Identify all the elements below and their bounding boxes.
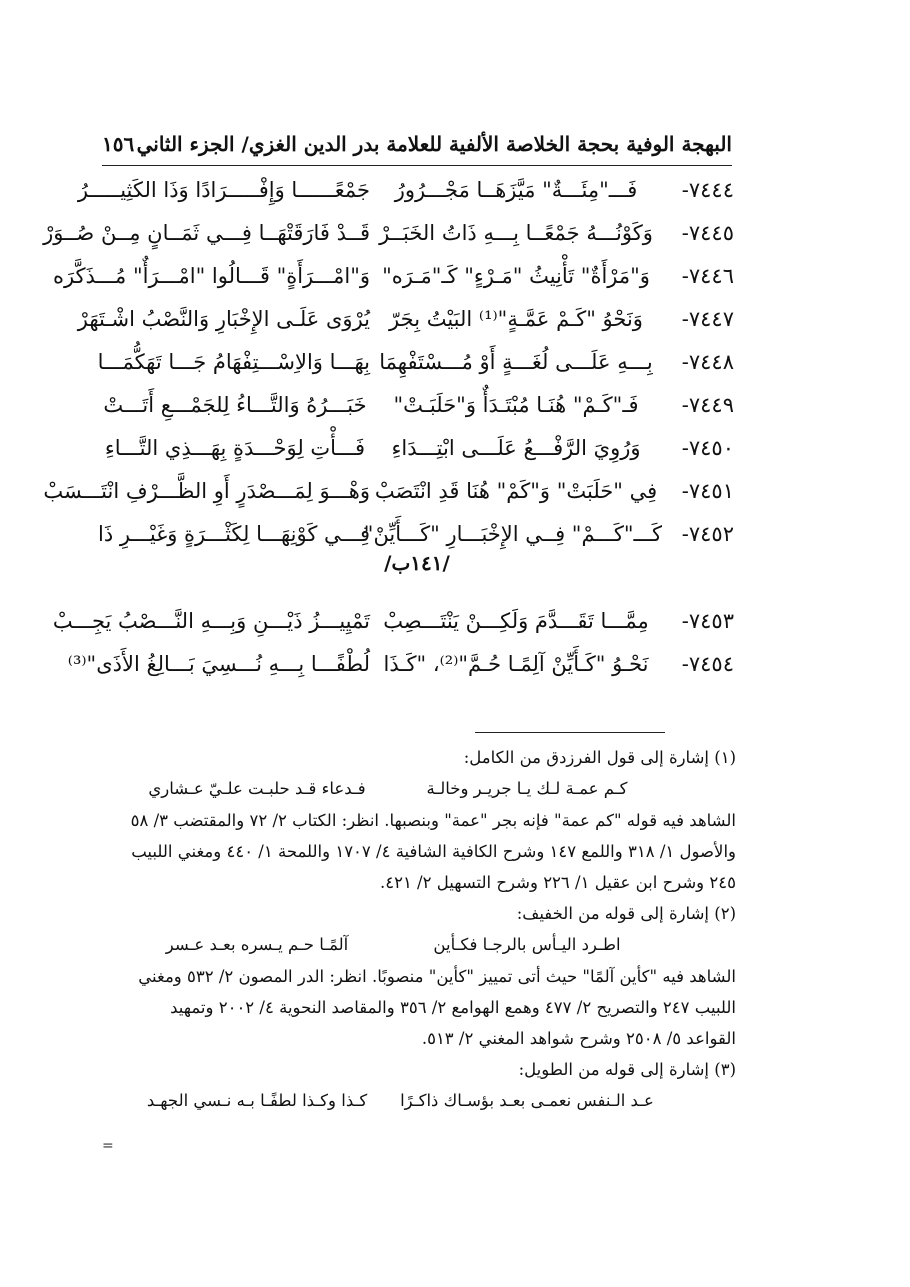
footnote-poem	[98, 773, 736, 805]
verse-first-hemistich: نَحْـوُ "كَـأَيِّنْ آلِمًـا حُـمَّ"⁽²⁾، "كَـذَا	[383, 651, 649, 676]
verse-number: ٧٤٤٩-	[681, 392, 734, 417]
verse-number: ٧٤٥٤-	[681, 651, 734, 676]
verse-first-hemistich: كَـــ"كَـــمْ" فِــي الإِخْبَـــارِ "كَـــأَيِّنْ"	[363, 521, 662, 546]
verse-number: ٧٤٤٨-	[681, 349, 734, 374]
footnote-intro: (٣) إشارة إلى قوله من الطويل:	[518, 1060, 736, 1079]
footnote-intro: (١) إشارة إلى قول الفرزدق من الكامل:	[463, 748, 736, 767]
running-header	[102, 123, 732, 166]
verse-first-hemistich: فِي "حَلَبَتْ" وَ"كَمْ" هُنَا قَدِ انْتَصَبْ	[374, 478, 658, 503]
verse-second-hemistich: لُطْفًـــا بِـــهِ نُـــسِيَ بَـــالِغُ الأَذَى"⁽³⁾	[67, 651, 370, 676]
footnote-poem	[98, 1085, 736, 1117]
footnote-poem	[98, 929, 736, 961]
verse-line	[43, 211, 734, 254]
page-number: ١٥٦	[102, 132, 135, 156]
footnote-text-line: القواعد ٥/ ٢٥٠٨ وشرح شواهد المغني ٢/ ٥١٣.	[421, 1029, 736, 1048]
verse-line	[100, 512, 734, 555]
verse-first-hemistich: وَنَحْوُ "كَـمْ عَمَّـةٍ"⁽¹⁾ البَيْتُ بِجَرّ	[389, 306, 643, 331]
verse-number: ٧٤٥٣-	[681, 608, 734, 633]
verse-first-hemistich: مِمَّـــا تَقَـــدَّمَ وَلَكِـــنْ يَنْتَـــصِبْ	[383, 608, 649, 633]
footnotes	[98, 742, 736, 1117]
verse-second-hemistich: جَمْعًــــــا وَإِفْـــــرَادًا وَذَا الكَثِيـــــرُ	[77, 177, 370, 202]
poem-first-hemistich: كـم عمـة لـك يـا جريـر وخالـة	[426, 779, 628, 798]
verse-number: ٧٤٥٢-	[681, 521, 734, 546]
verse-second-hemistich: فَـــأْتِ لِوَحْـــدَةٍ بِهَـــذِي التَّـــاءِ	[104, 435, 366, 460]
header-title: البهجة الوفية بحجة الخلاصة الألفية للعلامة بدر الدين الغزي/ الجزء الثاني	[136, 132, 732, 156]
verse-number: ٧٤٤٧-	[681, 306, 734, 331]
verse-number: ٧٤٥١-	[681, 478, 734, 503]
verse-line	[43, 469, 734, 512]
poem-first-hemistich: اطـرد اليـأس بالرجـا فكـأين	[433, 935, 621, 954]
verse-first-hemistich: بِـــهِ عَلَـــى لُغَـــةٍ أَوْ مُـــسْتَفْهِمَا	[379, 349, 653, 374]
verse-line	[52, 599, 734, 642]
verse-number: ٧٤٤٥-	[681, 220, 734, 245]
verse-first-hemistich: وَ"مَرْأَةٌ" تَأْنِيثُ "مَـرْءٍ" كَـ"مَـرَه"	[382, 263, 650, 288]
poem-second-hemistich: آلمًـا حـم يـسره بعـد عـسر	[165, 935, 349, 954]
continuation-mark: =	[102, 1138, 114, 1154]
folio-mark: /١٤١ب/	[384, 551, 450, 575]
verse-line	[67, 642, 734, 685]
verse-number: ٧٤٤٦-	[681, 263, 734, 288]
poem-first-hemistich: عـد الـنفس نعمـى بعـد بؤسـاك ذاكـرًا	[400, 1091, 654, 1110]
verse-second-hemistich: وَهْـــوَ لِمَـــصْدَرٍ أَوِ الظَّـــرْفِ انْتَـــسَبْ	[43, 478, 370, 503]
verse-second-hemistich: قَــدْ فَارَقَتْهَــا فِـــي ثَمَــانٍ مِــنْ صُــوَرْ	[43, 220, 370, 245]
verse-first-hemistich: فَـــ"مِئَـــةٌ" مَيَّزَهَــا مَجْـــرُورُ	[394, 177, 638, 202]
verse-first-hemistich: وَكَوْنُـــهُ جَمْعًــا بِـــهِ ذَاتُ الخَبَــرْ	[379, 220, 653, 245]
verse-line	[77, 168, 734, 211]
verse-line	[100, 426, 734, 469]
footnote-text-line: اللبيب ٢٤٧ والتصريح ٢/ ٤٧٧ وهمع الهوامع ٢/ ٣٥٦ والمقاصد النحوية ٤/ ٢٠٠٢ وتمهيد	[170, 998, 736, 1017]
verse-second-hemistich: فِـــي كَوْنِهَـــا لِكَثْـــرَةٍ وَغَيْـــرِ ذَا	[98, 521, 370, 546]
footnote-intro: (٢) إشارة إلى قوله من الخفيف:	[516, 904, 736, 923]
footnote-divider	[475, 732, 665, 733]
footnote-text-line: ٢٤٥ وشرح ابن عقيل ١/ ٢٢٦ وشرح التسهيل ٢/ ٤٢١.	[379, 873, 736, 892]
footnote-text-line: الشاهد فيه قوله "كم عمة" فإنه بجر "عمة" وبنصبها. انظر: الكتاب ٢/ ٧٢ والمقتضب ٣/ ٥٨	[130, 811, 736, 830]
verse-second-hemistich: تَمْيِيـــزُ ذَيْـــنِ وَبِـــهِ النَّـــصْبُ يَجِـــبْ	[52, 608, 370, 633]
verse-second-hemistich: يُرْوَى عَلَـى الإِخْبَارِ وَالنَّصْبُ اشْـتَهَرْ	[77, 306, 370, 331]
verse-second-hemistich: وَ"امْـــرَأَةٍ" قَـــالُوا "امْـــرَأٌ" مُـــذَكَّرَه	[52, 263, 370, 288]
verse-first-hemistich: فَـ"كَـمْ" هُنَـا مُبْتَـدَأٌ وَ"حَلَبَـتْ"	[393, 392, 639, 417]
verse-block	[43, 168, 734, 685]
footnote-text-line: والأصول ١/ ٣١٨ واللمع ١٤٧ وشرح الكافية الشافية ٤/ ١٧٠٧ واللمحة ١/ ٤٤٠ ومغني اللبيب	[131, 842, 736, 861]
verse-line	[77, 297, 734, 340]
verse-number: ٧٤٥٠-	[681, 435, 734, 460]
verse-line	[52, 254, 734, 297]
verse-second-hemistich: بِهَـــا وَالاِسْـــتِفْهَامُ جَـــا تَهَكُّمَـــا	[97, 349, 370, 374]
footnote-text-line: الشاهد فيه "كأين آلمًا" حيث أتى تمييز "كأين" منصوبًا. انظر: الدر المصون ٢/ ٥٣٢ ومغني	[138, 967, 736, 986]
poem-second-hemistich: فـدعاء قـد حلبـت علـيّ عـشاري	[148, 779, 366, 798]
verse-first-hemistich: وَرُوِيَ الرَّفْـــعُ عَلَـــى ابْتِـــدَاءِ	[391, 435, 641, 460]
verse-line	[97, 340, 734, 383]
verse-line	[100, 383, 734, 426]
verse-second-hemistich: خَبَـــرُهُ وَالتَّـــاءُ لِلجَمْـــعِ أَتَـــتْ	[103, 392, 367, 417]
verse-number: ٧٤٤٤-	[681, 177, 734, 202]
poem-second-hemistich: كـذا وكـذا لطفًـا بـه نـسي الجهـد	[146, 1091, 368, 1110]
